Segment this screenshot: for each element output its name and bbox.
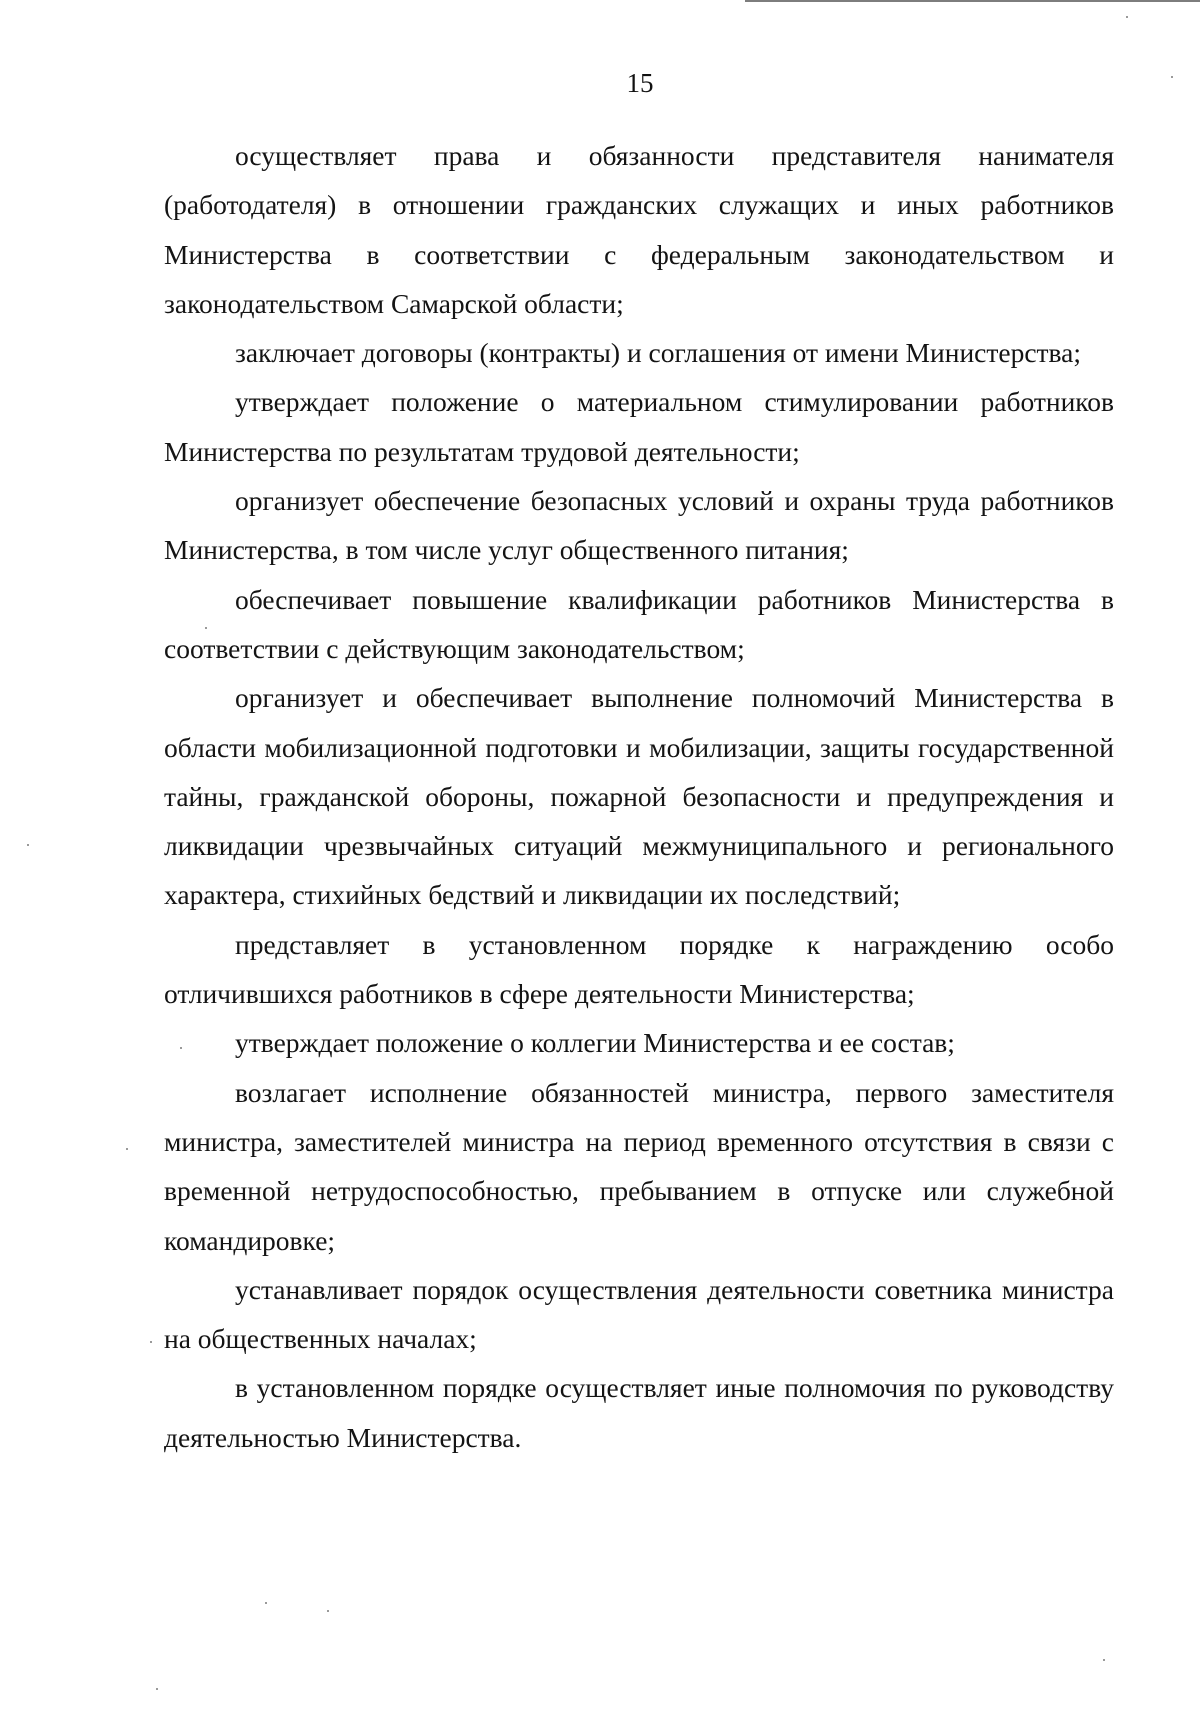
scan-speck [1171, 76, 1173, 78]
paragraph-9: возлагает исполнение обязанностей министра, первого заместителя министра, заместителей министра на период временного отсутствия в связи с временной нетрудоспособностью, пребыванием в отпуске или служебной командировке; [164, 1076, 1114, 1256]
scan-speck [150, 1341, 152, 1343]
page-number: 15 [626, 68, 654, 98]
scan-speck [126, 1148, 128, 1150]
paragraph-11: в установленном порядке осуществляет иные полномочия по руководству деятельностью Министерства. [164, 1372, 1114, 1453]
scan-speck [27, 844, 29, 846]
paragraph-7: представляет в установленном порядке к награждению особо отличившихся работников в сфере деятельности Министерства; [164, 928, 1114, 1010]
document-body [164, 131, 1114, 1462]
scan-top-edge-line [745, 0, 1200, 2]
paragraph-6: организует и обеспечивает выполнение полномочий Министерства в области мобилизационной подготовки и мобилизации, защиты государственной тайны, гражданской обороны, пожарной безопасности и предупреждения и ликвидации чрезвычайных ситуаций межмуниципального и регионального характера, стихийных бедствий и ликвидации их последствий; [164, 682, 1114, 911]
scan-speck [205, 627, 207, 629]
scan-speck [265, 1602, 267, 1604]
paragraph-5: обеспечивает повышение квалификации работников Министерства в соответствии с действующим законодательством; [164, 583, 1114, 664]
paragraph-2: заключает договоры (контракты) и соглашения от имени Министерства; [235, 337, 1082, 369]
paragraph-4: организует обеспечение безопасных условий и охраны труда работников Министерства, в том числе услуг общественного питания; [164, 485, 1114, 566]
scan-speck [180, 1047, 182, 1049]
scan-speck [1103, 1659, 1105, 1661]
paragraph-1: осуществляет права и обязанности представителя нанимателя (работодателя) в отношении гражданских служащих и иных работников Министерства в соответствии с федеральным законодательством и законодательством Самарской области; [164, 140, 1114, 319]
scan-speck [327, 1610, 329, 1612]
paragraph-8: утверждает положение о коллегии Министерства и ее состав; [235, 1027, 955, 1059]
paragraph-10: устанавливает порядок осуществления деятельности советника министра на общественных началах; [164, 1273, 1114, 1355]
scan-speck [156, 1688, 158, 1690]
paragraph-3: утверждает положение о материальном стимулировании работников Министерства по результатам трудовой деятельности; [164, 386, 1114, 467]
scan-speck [1126, 16, 1128, 18]
